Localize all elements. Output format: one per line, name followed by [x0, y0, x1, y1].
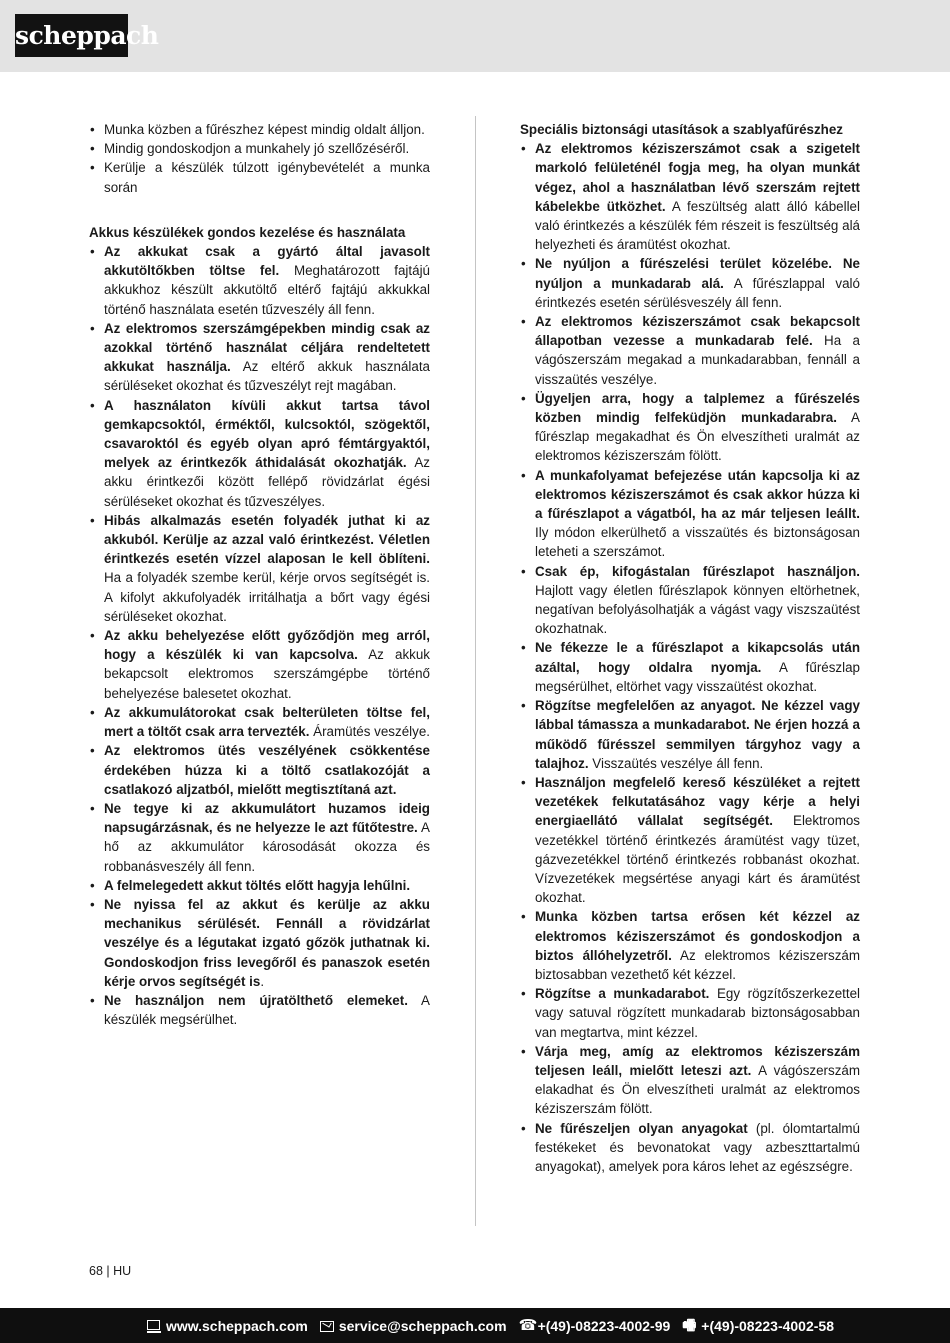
section-heading: Speciális biztonsági utasítások a szablyafűrészhez — [520, 122, 843, 137]
fax-text: +(49)-08223-4002-58 — [701, 1317, 834, 1334]
column-divider — [475, 116, 476, 1226]
item-bold-text: Az elektromos szerszámgépekben mindig csak az azokkal történő használat céljára rendeltetett akkukat használja. — [104, 320, 430, 375]
item-bold-text: Ne nyissa fel az akkut és kerülje az akku mechanikus sérülését. Fennáll a rövidzárlat veszélye és a légutakat izgató gőzök juthatnak ki. Gondoskodjon friss levegőről és panaszok esetén kérje orvos segítségét is — [104, 896, 430, 989]
item-bold-text: Az akkukat csak a gyártó által javasolt akkutöltőkben töltse fel. — [104, 244, 430, 279]
list-item — [89, 895, 430, 991]
item-text: (pl. ólomtartalmú festékeket és bevonatokat vagy azbeszttartalmú anyagokat), amelyek pora káros lehet az egészségre. — [535, 1120, 860, 1174]
item-bold-text: A munkafolyamat befejezése után kapcsolja ki az elektromos kéziszerszámot és csak akkor húzza ki a fűrészlapot a vágatból, ha az már teljesen leállt. — [535, 467, 860, 522]
item-bold-text: Az akkumulátorokat csak belterületen töltse fel, mert a töltőt csak arra tervezték. — [104, 704, 430, 740]
item-text: Az akku érintkezői között fellépő rövidzárlat égési sérüléseket okozhat és tűzveszélyes. — [104, 455, 430, 509]
item-bold-text: Munka közben tartsa erősen két kézzel az elektromos kéziszerszámot és gondoskodjon a biztos állóhelyzetről. — [535, 909, 860, 963]
right-column — [520, 120, 860, 1176]
item-bold-text: A felmelegedett akkut töltés előtt hagyja lehűlni. — [104, 877, 411, 893]
list-item — [520, 312, 860, 389]
item-bold-text: Hibás alkalmazás esetén folyadék juthat ki az akkuból. Kerülje az azzal való érintkezést. Véletlen érintkezés esetén vízzel alaposan le kell öblíteni. — [104, 512, 430, 567]
item-text: Visszaütés veszélye áll fenn. — [588, 755, 764, 771]
item-text: A feszültség alatt álló kábellel való érintkezés a készülék fém részeit is feszültség alá helyezheti és áramütést okozhat. — [535, 198, 860, 253]
saw-safety-list — [520, 139, 860, 1176]
item-bold-text: Az elektromos kéziszerszámot csak a szigetelt markoló felületénél fogja meg, ha olyan munkát végez, ahol a használatban lévő szerszám rejtett kábelekbe ütközhet. — [535, 141, 860, 214]
list-item — [89, 158, 430, 196]
item-bold-text: Csak ép, kifogástalan fűrészlapot használjon. — [535, 563, 860, 579]
item-text: A készülék megsérülhet. — [104, 992, 430, 1028]
item-text: Hajlott vagy életlen fűrészlapok könnyen eltörhetnek, negatívan befolyásolhatják a vágást vagy viszszaütést okozhatnak. — [535, 582, 860, 637]
list-item — [89, 242, 430, 319]
item-bold-text: Ne fékezze le a fűrészlapot a kikapcsolás után azáltal, hogy oldalra nyomja. — [535, 640, 860, 675]
item-bold-text: Ne tegye ki az akkumulátort huzamos ideig napsugárzásnak, és ne helyezze le azt fűtőtestre. — [104, 800, 430, 836]
list-item — [520, 466, 860, 562]
item-bold-text: A használaton kívüli akkut tartsa távol gemkapcsoktól, érméktől, kulcsoktól, szögektől, csavaroktól és egyéb olyan apró fémtárgyaktól, melyek az érintkezők áthidalását okozhatják. — [104, 397, 430, 471]
item-text: Az akkuk bekapcsolt elektromos szerszámgépbe történő behelyezése balesetet okozhat. — [104, 647, 431, 701]
list-item — [520, 1042, 860, 1119]
item-text: Meghatározott fajtájú akkukhoz készült akkutöltő eltérő fajtájú akkukkal történő használata esetén tűzveszély áll fenn. — [104, 263, 430, 317]
list-item — [89, 703, 430, 741]
item-text: Ily módon elkerülhető a visszaütés és biztonságosan leteheti a szerszámot. — [535, 525, 860, 560]
item-text: A vágószerszám elakadhat és Ön elveszítheti uralmát az elektromos kéziszerszám fölött. — [535, 1062, 860, 1117]
left-column — [89, 120, 430, 1029]
item-text: A hő az akkumulátor károsodását okozza és robbanásveszély áll fenn. — [104, 820, 430, 874]
page-footer — [0, 1308, 950, 1343]
list-item — [89, 319, 430, 396]
page-number: 68 | HU — [89, 1264, 132, 1278]
item-bold-text: Az akku behelyezése előtt győződjön meg arról, hogy a készülék ki van kapcsolva. — [104, 628, 430, 663]
fax-icon: 🖷 — [682, 1316, 697, 1334]
website-link[interactable] — [147, 1318, 308, 1334]
item-bold-text: Ne fűrészeljen olyan anyagokat — [535, 1120, 748, 1136]
list-item — [520, 907, 860, 984]
item-text: Mindig gondoskodjon a munkahely jó szellőzéséről. — [104, 141, 410, 157]
page-header — [0, 0, 950, 72]
website-text: www.scheppach.com — [165, 1317, 308, 1334]
list-item — [89, 511, 430, 626]
list-item — [520, 1119, 860, 1177]
email-link[interactable] — [320, 1318, 507, 1334]
item-text: A fűrészlap megsérülhet, eltörhet vagy visszaütést okozhat. — [535, 659, 860, 694]
monitor-icon — [147, 1319, 161, 1333]
email-text: service@scheppach.com — [338, 1317, 507, 1334]
envelope-icon — [320, 1319, 334, 1333]
list-item — [520, 562, 860, 639]
item-text: A fűrészlap megakadhat és Ön elveszítheti uralmát az elektromos kéziszerszám fölött. — [535, 410, 860, 464]
fax-link[interactable] — [682, 1318, 834, 1334]
list-item — [520, 696, 860, 773]
item-text: Áramütés veszélye. — [309, 724, 430, 740]
list-item — [89, 799, 430, 876]
item-bold-text: Ne használjon nem újratölthető elemeket. — [104, 992, 408, 1008]
phone-text: +(49)-08223-4002-99 — [537, 1317, 671, 1334]
item-bold-text: Ügyeljen arra, hogy a talplemez a fűrészelés közben mindig felfeküdjön munkadarabra. — [535, 390, 860, 426]
list-item — [89, 396, 430, 511]
item-bold-text: Várja meg, amíg az elektromos kéziszerszám teljesen leáll, mielőtt leteszi azt. — [535, 1043, 860, 1078]
item-bold-text: Rögzítse megfelelően az anyagot. Ne kézzel vagy lábbal támassza a munkadarabot. Ne érjen hozzá a működő fűrésszel semmilyen tárgyhoz vagy a talajhoz. — [535, 698, 860, 771]
section-heading: Akkus készülékek gondos kezelése és használata — [89, 224, 406, 240]
list-item — [89, 120, 430, 139]
list-item — [520, 254, 860, 312]
item-bold-text: Rögzítse a munkadarabot. — [535, 986, 710, 1002]
item-bold-text: Használjon megfelelő kereső készüléket a rejtett vezetékek felkutatásához vagy kérje a helyi energiaellátó vállalat segítségét. — [535, 774, 860, 829]
item-text: Elektromos vezetékkel történő érintkezés áramütést vagy tüzet, gázvezetékkel történő érintkezés robbanást okozhat. Vízvezetékek megsértése anyagi kárt és áramütést okozhat. — [535, 813, 860, 906]
item-bold-text: Az elektromos kéziszerszámot csak bekapcsolt állapotban vezesse a munkadarab felé. — [535, 314, 860, 349]
item-text: A fűrészlappal való érintkezés esetén sérülésveszély áll fenn. — [535, 275, 860, 310]
intro-bullet-list — [89, 120, 430, 197]
item-text: Ha a folyadék szembe kerül, kérje orvos segítségét is. A kifolyt akkufolyadék irritálhatja a bőrt vagy égési sérüléseket okozhat. — [104, 570, 430, 624]
list-item — [89, 139, 430, 158]
list-item — [520, 389, 860, 466]
list-item — [520, 773, 860, 907]
item-text: Az elektromos kéziszerszám biztosabban vezethető két kézzel. — [535, 947, 861, 982]
list-item — [89, 626, 430, 703]
phone-link[interactable] — [519, 1318, 671, 1334]
list-item — [520, 984, 860, 1042]
item-text: Munka közben a fűrészhez képest mindig oldalt álljon. — [104, 122, 425, 137]
brand-logo: scheppach — [15, 14, 128, 57]
item-text: Egy rögzítőszerkezettel vagy satuval rögzített munkadarab biztonságosabban van megtartva, mint kézzel. — [535, 986, 860, 1040]
item-bold-text: Az elektromos ütés veszélyének csökkentése érdekében húzza ki a töltő csatlakozóját a csatlakozó aljzatból, mielőtt megtisztítaná azt. — [104, 743, 430, 797]
item-text: Ha a vágószerszám megakad a munkadarabban, fennáll a visszaütés veszélye. — [535, 333, 860, 387]
list-item — [520, 638, 860, 696]
item-text: Az eltérő akkuk használata sérüléseket okozhat és tűzveszélyt rejt magában. — [104, 359, 431, 394]
item-bold-text: Ne nyúljon a fűrészelési terület közelébe. Ne nyúljon a munkadarab alá. — [535, 256, 860, 291]
list-item — [520, 139, 860, 254]
item-text: Kerülje a készülék túlzott igénybevételét a munka során — [104, 160, 430, 195]
item-text: . — [260, 973, 265, 989]
battery-safety-list — [89, 242, 430, 1029]
list-item — [89, 876, 430, 895]
list-item — [89, 991, 430, 1029]
list-item — [89, 741, 430, 799]
phone-icon: ☎ — [518, 1316, 538, 1334]
